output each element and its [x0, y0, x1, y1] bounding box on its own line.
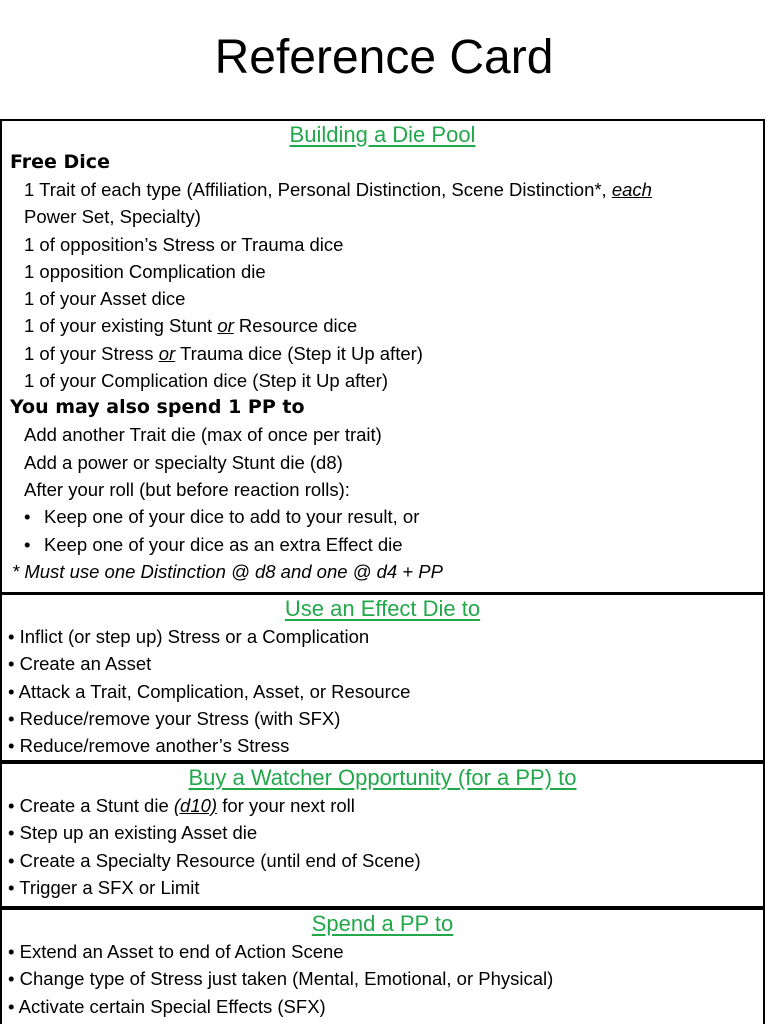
bullet-icon: • — [24, 506, 31, 528]
watcher-heading: Buy a Watcher Opportunity (for a PP) to — [188, 765, 577, 790]
free-trait-line: 1 Trait of each type (Affiliation, Personal Distinction, Scene Distinction*, each — [24, 179, 652, 200]
spend-pp-section-heading: Spend a PP to — [311, 911, 454, 936]
d10-emphasis: (d10) — [173, 795, 218, 816]
bullet-icon: • — [8, 735, 15, 757]
free-trait-line-cont: Power Set, Specialty) — [24, 206, 201, 228]
effect-die-heading: Use an Effect Die to — [284, 596, 481, 621]
list-item: • Attack a Trait, Complication, Asset, or Resource — [8, 680, 411, 702]
spend-pp-section — [0, 908, 765, 1024]
bullet-icon: • — [8, 707, 15, 729]
bullet-icon: • — [8, 941, 15, 962]
free-complication: 1 of your Complication dice (Step it Up after) — [24, 370, 388, 392]
bullet-icon: • — [8, 968, 15, 990]
bullet-icon: • — [8, 795, 15, 816]
spend-pp-heading: You may also spend 1 PP to — [10, 396, 305, 419]
spend-stunt: Add a power or specialty Stunt die (d8) — [24, 451, 343, 473]
list-item: • Step up an existing Asset die — [8, 822, 258, 844]
bullet-icon: • — [8, 626, 15, 647]
list-item: • Trigger a SFX or Limit — [8, 876, 200, 898]
bullet-icon: • — [8, 822, 15, 844]
distinction-note: * Must use one Distinction @ d8 and one @ d4 + PP — [12, 560, 443, 582]
each-emphasis: each — [611, 179, 652, 200]
or-emphasis: or — [158, 342, 176, 364]
free-stress: 1 of your Stress or Trauma dice (Step it Up after) — [24, 342, 423, 364]
effect-die-section — [0, 593, 765, 762]
free-dice-heading: Free Dice — [10, 151, 110, 173]
list-item: • Extend an Asset to end of Action Scene — [8, 941, 344, 962]
bullet-icon: • — [24, 533, 31, 555]
list-item: • Inflict (or step up) Stress or a Complication — [8, 626, 370, 647]
list-item: • Keep one of your dice to add to your result, or — [2, 503, 763, 530]
list-item: • Activate certain Special Effects (SFX) — [8, 995, 326, 1017]
die-pool-section — [0, 119, 765, 594]
die-pool-heading: Building a Die Pool — [289, 122, 476, 147]
list-item: • Reduce/remove your Stress (with SFX) — [8, 707, 341, 729]
bullet-icon: • — [8, 849, 15, 871]
free-opp-stress: 1 of opposition’s Stress or Trauma dice — [24, 233, 344, 255]
watcher-section — [0, 762, 765, 908]
list-item: • Create an Asset — [8, 653, 152, 675]
list-item: • Change type of Stress just taken (Mental, Emotional, or Physical) — [8, 968, 554, 990]
free-opp-complication: 1 opposition Complication die — [24, 260, 266, 282]
list-item: • Create a Stunt die (d10) for your next roll — [8, 795, 355, 816]
bullet-icon: • — [8, 876, 15, 898]
bullet-icon: • — [8, 995, 15, 1017]
or-emphasis: or — [217, 315, 234, 337]
list-item: • Reduce/remove another’s Stress — [8, 735, 290, 757]
list-item: • Create a Specialty Resource (until end of Scene) — [8, 849, 421, 871]
bullet-icon: • — [8, 653, 15, 675]
list-item: • Keep one of your dice as an extra Effect die — [2, 531, 763, 558]
bullet-icon: • — [8, 680, 15, 702]
page-title: Reference Card — [214, 31, 554, 84]
spend-trait: Add another Trait die (max of once per trait) — [24, 424, 382, 446]
free-asset: 1 of your Asset dice — [24, 288, 186, 310]
spend-after-roll: After your roll (but before reaction rolls): — [24, 478, 350, 500]
free-stunt: 1 of your existing Stunt or Resource dice — [24, 315, 358, 337]
